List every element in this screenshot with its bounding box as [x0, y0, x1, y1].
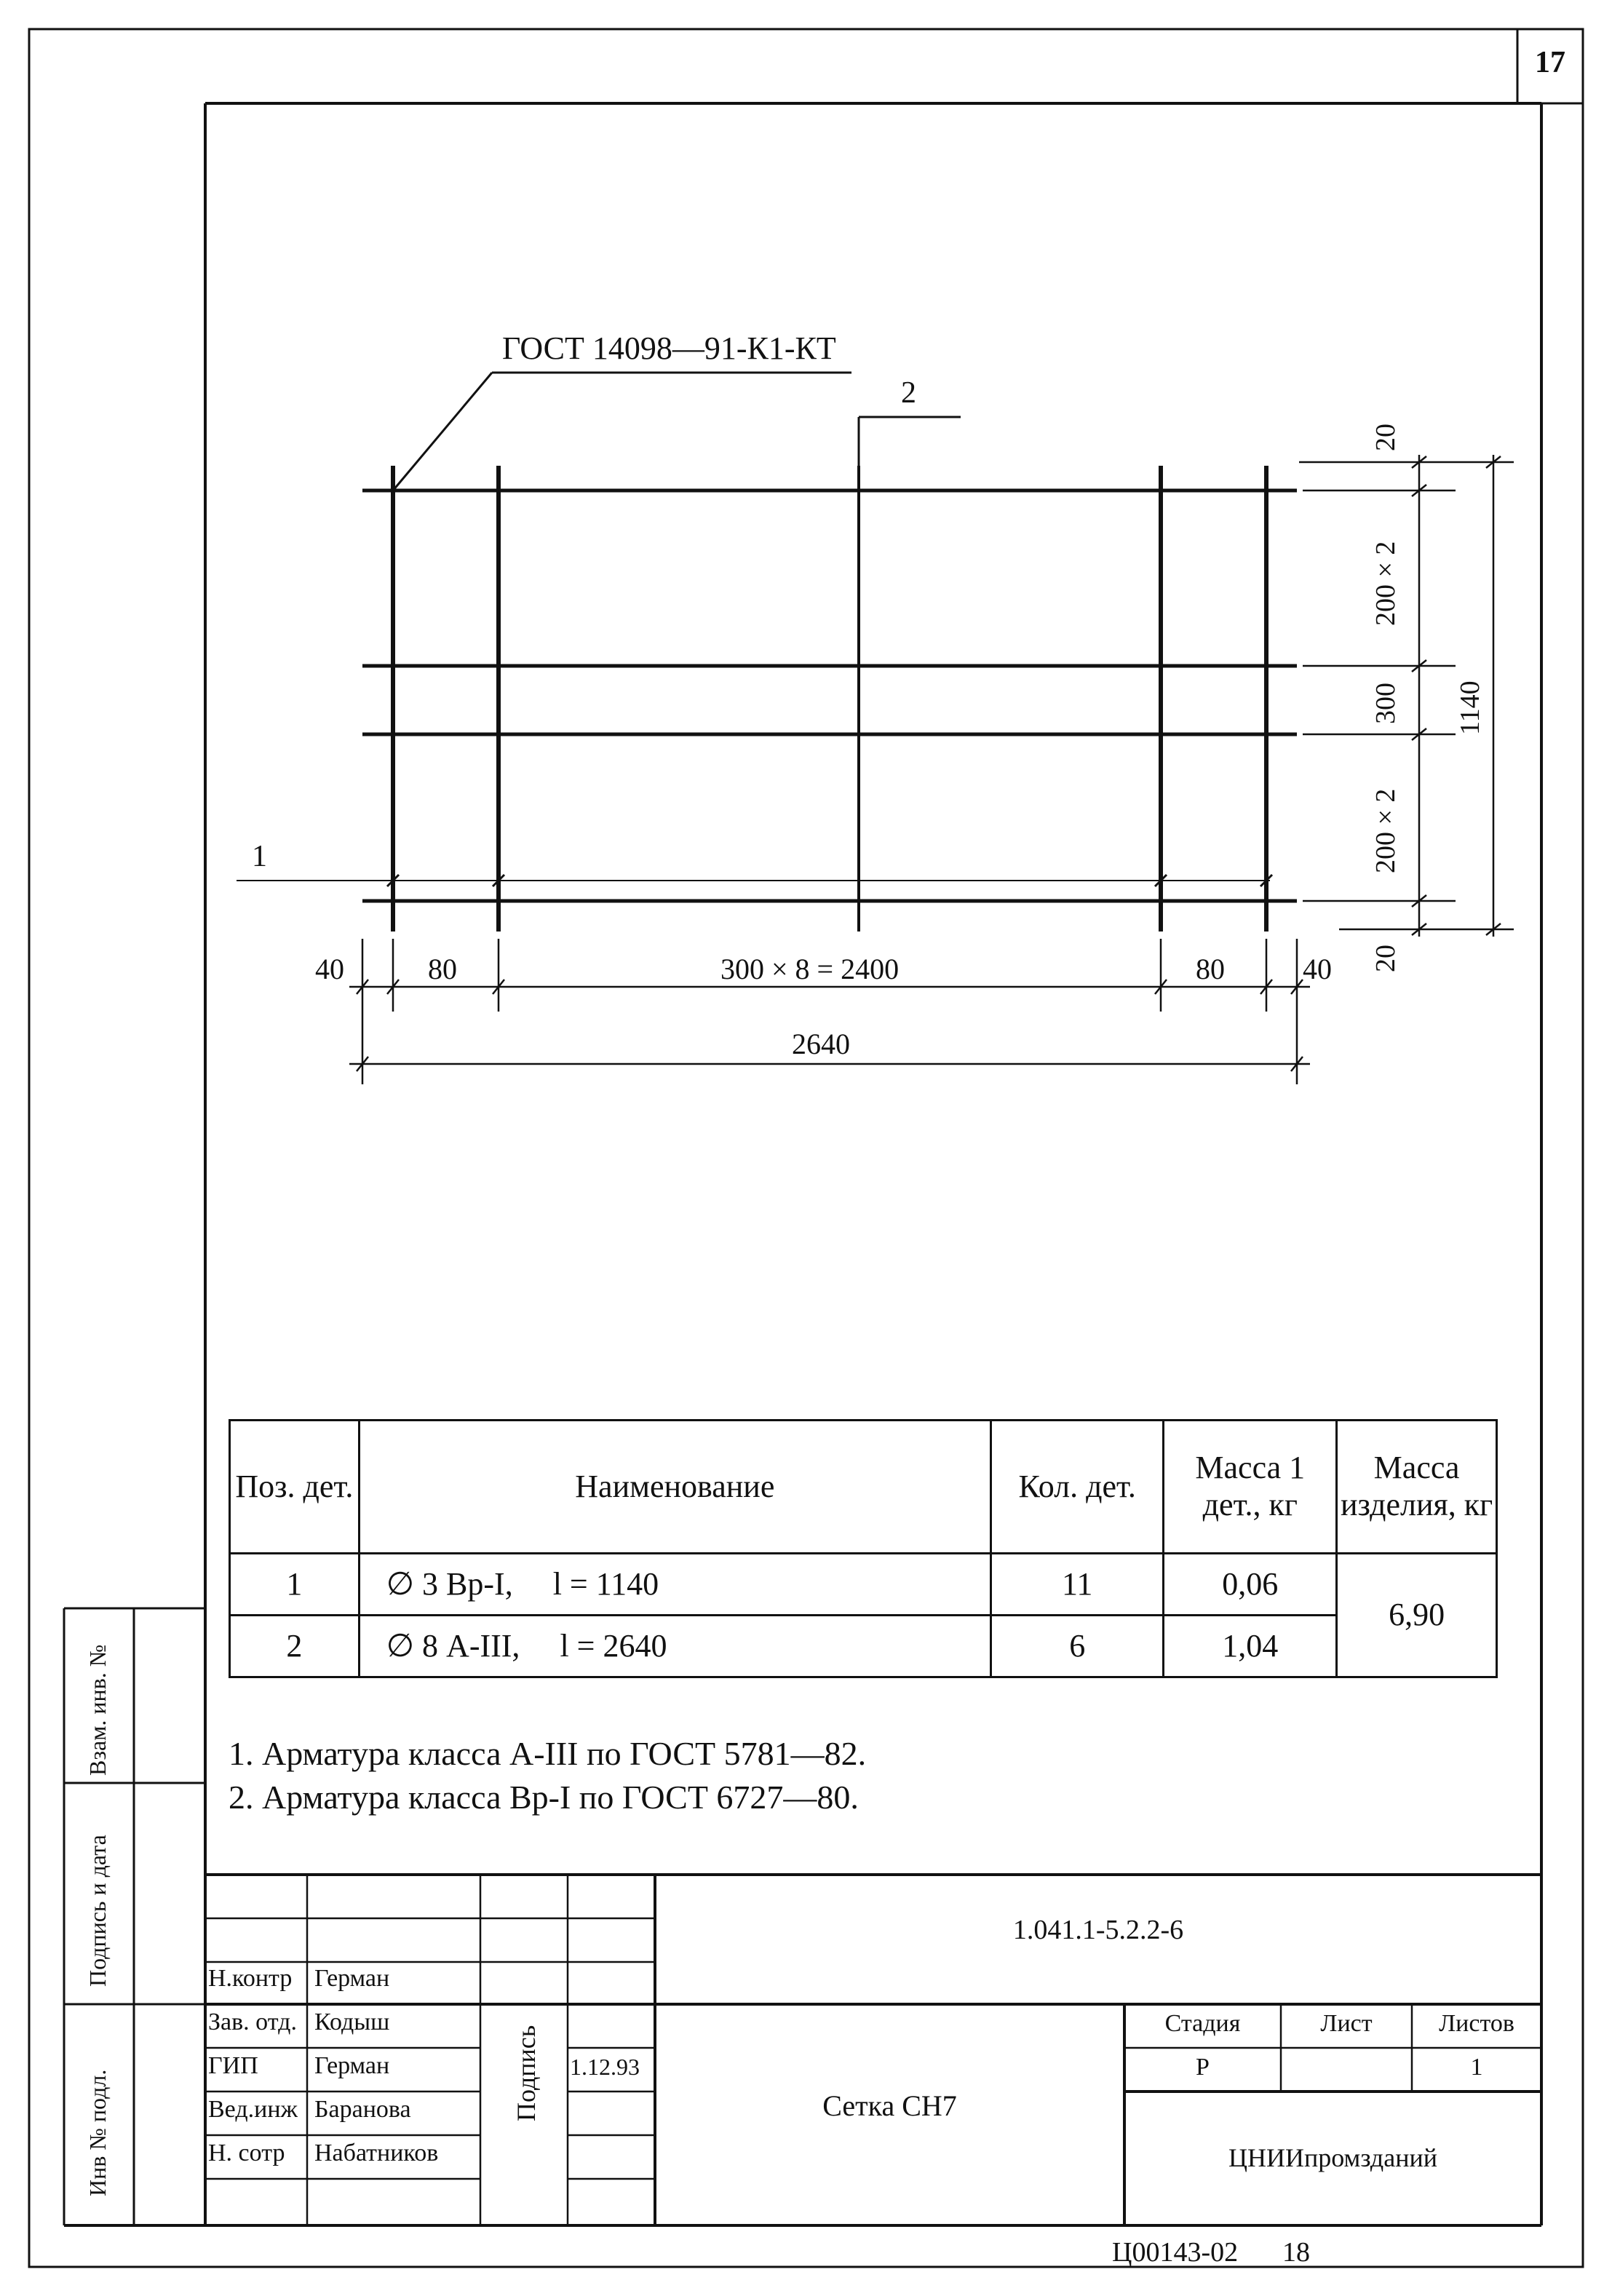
header-mass-one: Масса 1 дет., кг: [1164, 1421, 1337, 1554]
side-stamp-sign-date: Подпись и дата: [84, 1835, 111, 1987]
gost-leader-label: ГОСТ 14098—91-К1-КТ: [502, 330, 836, 366]
side-stamp-inv-podl: Инв № подл.: [84, 2069, 111, 2196]
row-pos: 1: [230, 1554, 360, 1616]
specification-table: [229, 1419, 1498, 1678]
sheet-label: Лист: [1320, 2010, 1373, 2037]
name-nkontr: Герман: [314, 1965, 390, 1992]
product-name: Сетка СН7: [822, 2089, 957, 2122]
row-length: l = 1140: [552, 1565, 659, 1602]
spec-header-row: [230, 1421, 1497, 1554]
table-row: [230, 1554, 1497, 1616]
role-zav-otd: Зав. отд.: [208, 2009, 297, 2035]
dim-40-left: 40: [315, 953, 344, 985]
header-name: Наименование: [359, 1421, 990, 1554]
header-qty: Кол. дет.: [990, 1421, 1164, 1554]
row-bar: ∅ 8 А-III,: [386, 1627, 520, 1664]
position-2-label: 2: [901, 376, 916, 410]
dim-200x2-upper: 200 × 2: [1370, 541, 1401, 626]
dim-40-right: 40: [1303, 953, 1332, 985]
dim-200x2-lower: 200 × 2: [1370, 788, 1401, 873]
notes: [229, 1732, 866, 1819]
sign-date: 1.12.93: [570, 2054, 640, 2080]
dim-300: 300: [1370, 683, 1401, 724]
name-n-sotr: Набатников: [314, 2140, 439, 2166]
row-qty: 11: [990, 1554, 1164, 1616]
gost-leader: [393, 373, 492, 490]
dim-total-width: 1140: [1455, 680, 1485, 735]
side-stamp-zam-inv: Взам. инв. №: [84, 1644, 111, 1776]
dim-80-right: 80: [1196, 953, 1225, 985]
role-nkontr: Н.контр: [208, 1965, 293, 1992]
row-pos: 2: [230, 1616, 360, 1677]
note-1: 1. Арматура класса А-III по ГОСТ 5781—82.: [229, 1735, 867, 1772]
row-qty: 6: [990, 1616, 1164, 1677]
stage-value: Р: [1196, 2054, 1210, 2081]
note-2: 2. Арматура класса Вр-I по ГОСТ 6727—80.: [229, 1779, 859, 1816]
role-gip: ГИП: [208, 2052, 258, 2079]
page-number: 17: [1535, 46, 1565, 79]
role-ved-inzh: Вед.инж: [208, 2096, 298, 2123]
dim-80-left: 80: [428, 953, 457, 985]
header-pos: Поз. дет.: [230, 1421, 360, 1554]
table-row: [230, 1616, 1497, 1677]
row-mass: 0,06: [1164, 1554, 1337, 1616]
stage-label: Стадия: [1164, 2010, 1241, 2037]
header-mass-total: Масса изделия, кг: [1337, 1421, 1497, 1554]
organization: ЦНИИпромзданий: [1228, 2143, 1437, 2172]
name-ved-inzh: Баранова: [314, 2096, 411, 2123]
doc-code: 1.041.1-5.2.2-6: [1012, 1915, 1184, 1945]
signature-label: Подпись: [512, 2025, 541, 2121]
row-length: l = 2640: [560, 1627, 667, 1664]
mesh-drawing: [237, 373, 1297, 931]
sheets-value: 1: [1470, 2054, 1483, 2081]
position-1-label: 1: [252, 840, 267, 873]
row-name: [359, 1554, 990, 1616]
dim-20-bottom: 20: [1370, 945, 1401, 972]
role-n-sotr: Н. сотр: [208, 2140, 285, 2166]
footer-number: 18: [1282, 2237, 1310, 2268]
row-mass: 1,04: [1164, 1616, 1337, 1677]
row-bar: ∅ 3 Вр-I,: [386, 1565, 513, 1602]
dim-20-top: 20: [1370, 424, 1401, 451]
row-name: [359, 1616, 990, 1677]
sheets-label: Листов: [1439, 2010, 1514, 2037]
footer-code: Ц00143-02: [1112, 2237, 1239, 2268]
name-gip: Герман: [314, 2052, 390, 2079]
total-mass: 6,90: [1337, 1554, 1497, 1677]
dim-total-length: 2640: [792, 1028, 850, 1060]
name-zav-otd: Кодыш: [314, 2009, 390, 2035]
dim-spacing: 300 × 8 = 2400: [720, 953, 900, 985]
